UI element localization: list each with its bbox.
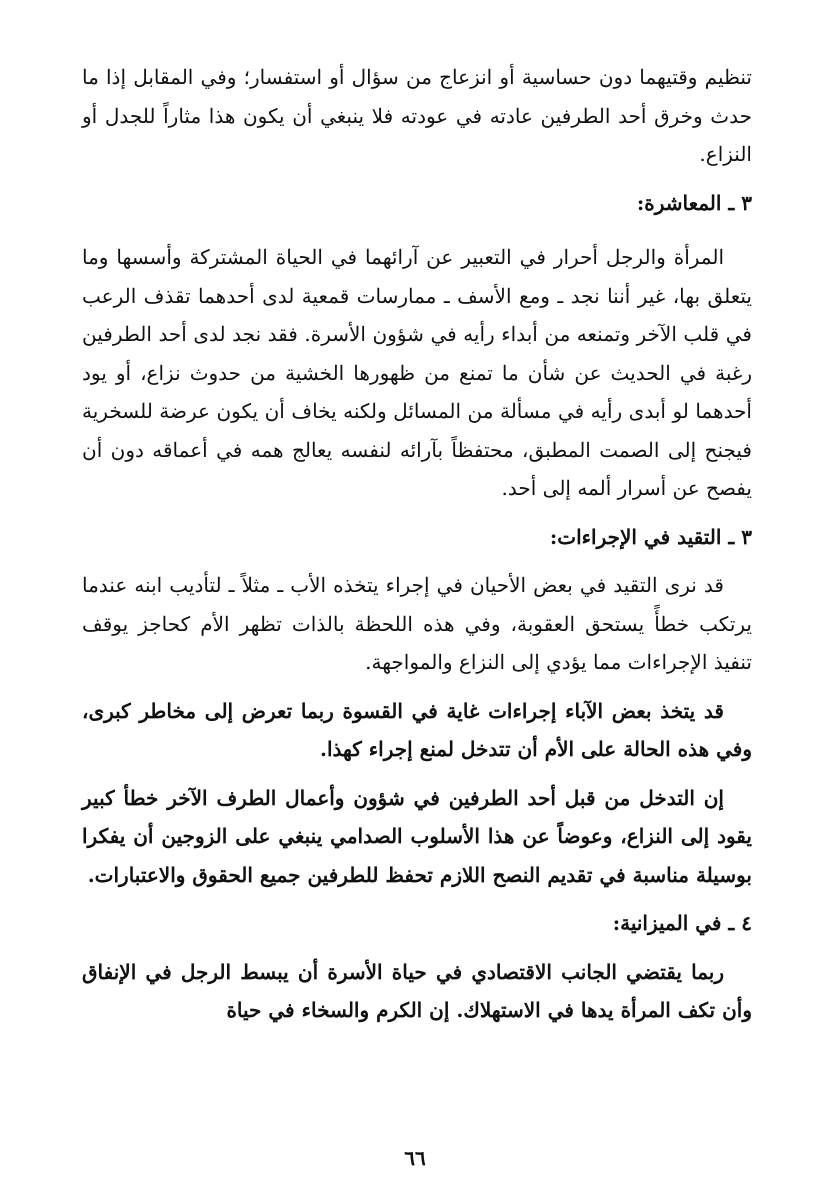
heading-procedures: ٣ ـ التقيد في الإجراءات: bbox=[549, 524, 752, 549]
page-body bbox=[82, 58, 752, 1030]
paragraph-procedures-1: قد نرى التقيد في بعض الأحيان في إجراء يتخذه الأب ـ مثلاً ـ لتأديب ابنه عندما يرتكب خطأً يستحق العقوبة، وفي هذه اللحظة بالذات تظهر الأم كحاجز يوقف تنفيذ الإجراءات مما يؤدي إلى النزاع والمواجهة. bbox=[82, 573, 752, 674]
paragraph-intro: تنظيم وقتيهما دون حساسية أو انزعاج من سؤال أو استفسار؛ وفي المقابل إذا ما حدث وخرق أحد الطرفين عادته في عودته فلا ينبغي أن يكون هذا مثاراً للجدل أو النزاع. bbox=[82, 65, 752, 166]
paragraph-budget: ربما يقتضي الجانب الاقتصادي في حياة الأسرة أن يبسط الرجل في الإنفاق وأن تكف المرأة يدها في الاستهلاك. إن الكرم والسخاء في حياة bbox=[82, 959, 752, 1022]
paragraph-procedures-2: قد يتخذ بعض الآباء إجراءات غاية في القسوة ربما تعرض إلى مخاطر كبرى، وفي هذه الحالة على الأم أن تتدخل لمنع إجراء كهذا. bbox=[82, 698, 752, 761]
paragraph-cohabitation: المرأة والرجل أحرار في التعبير عن آرائهما في الحياة المشتركة وأسسها وما يتعلق بها، غير أننا نجد ـ ومع الأسف ـ ممارسات قمعية لدى أحدهما تقذف الرعب في قلب الآخر وتمنعه من أبداء رأيه في شؤون الأسرة. فقد نجد لدى أحد الطرفين رغبة في الحديث عن شأن ما تمنع من ظهورها الخشية من حدوث نزاع، أو يود أحدهما لو أبدى رأيه في مسألة من المسائل ولكنه يخاف أن يكون عرضة للسخرية فيجنح إلى الصمت المطبق، محتفظاً بآرائه لنفسه يعالج همه في أعماقه دون أن يفصح عن أسرار ألمه إلى أحد. bbox=[82, 245, 753, 500]
paragraph-procedures-3: إن التدخل من قبل أحد الطرفين في شؤون وأعمال الطرف الآخر خطأ كبير يقود إلى النزاع، وعوضاً عن هذا الأسلوب الصدامي ينبغي على الزوجين أن يفكرا بوسيلة مناسبة في تقديم النصح اللازم تحفظ للطرفين جميع الحقوق والاعتبارات. bbox=[82, 785, 752, 887]
heading-budget: ٤ ـ في الميزانية: bbox=[612, 911, 752, 935]
page-number: ٦٦ bbox=[404, 1146, 426, 1170]
heading-cohabitation: ٣ ـ المعاشرة: bbox=[636, 190, 752, 215]
